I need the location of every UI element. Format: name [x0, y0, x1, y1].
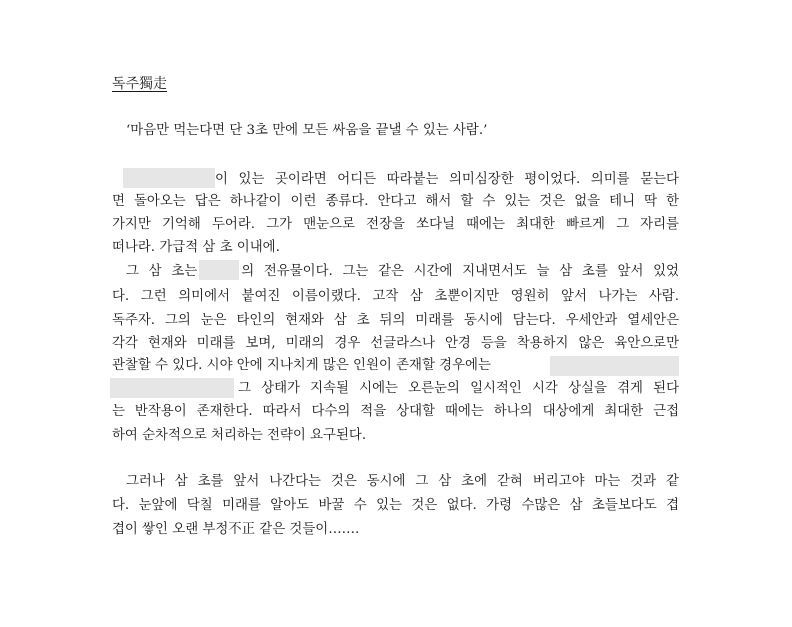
paragraph-2-line-6: 그 상태가 지속될 시에는 오른눈의 일시적인 시각 상실을 겪게 된다	[238, 381, 679, 396]
paragraph-2-line-4: 각각 현재와 미래를 보며, 미래의 경우 선글라스나 안경 등을 착용하지 않은 육안으로만	[112, 336, 679, 351]
paragraph-2-line-1-pre: 그 삼 초는	[126, 264, 198, 279]
paragraph-3-line-1: 그러나 삼 초를 앞서 나간다는 것은 동시에 그 삼 초에 갇혀 버리고야 마는 것과 같	[126, 474, 679, 489]
paragraph-1-line-1	[123, 168, 679, 190]
redacted-text	[550, 356, 679, 376]
opening-quote: ‘마음만 먹는다면 단 3초 만에 모든 싸움을 끝낼 수 있는 사람.’	[126, 123, 488, 138]
paragraph-2-line-1	[126, 260, 679, 282]
paragraph-2-line-8: 하여 순차적으로 처리하는 전략이 요구된다.	[112, 428, 367, 443]
paragraph-2-line-7: 는 반작용이 존재한다. 따라서 다수의 적을 상대할 때에는 하나의 대상에게 최대한 근접	[112, 404, 679, 419]
paragraph-2-line-1-post: 의 전유물이다. 그는 같은 시간에 지내면서도 늘 삼 초를 앞서 있었	[241, 264, 679, 279]
paragraph-3-line-2: 다. 눈앞에 닥칠 미래를 알아도 바꿀 수 있는 것은 없다. 가령 수많은 삼 초들보다도 겹	[112, 498, 679, 513]
paragraph-1-line-4: 떠나라. 가급적 삼 초 이내에.	[112, 240, 280, 255]
redacted-text	[110, 378, 234, 398]
paragraph-1-line-3: 가지만 기억해 두어라. 그가 맨눈으로 전장을 쏘다닐 때에는 최대한 빠르게 그 자리를	[112, 217, 679, 232]
paragraph-2-line-2: 다. 그런 의미에서 붙여진 이름이랬다. 고작 삼 초뿐이지만 영원히 앞서 나가는 사람.	[112, 289, 679, 304]
paragraph-1-line-1-text: 이 있는 곳이라면 어디든 따라붙는 의미심장한 평이었다. 의미를 묻는다	[215, 172, 679, 187]
paragraph-2-line-3: 독주자. 그의 눈은 타인의 현재와 삼 초 뒤의 미래를 동시에 담는다. 우세안과 열세안은	[112, 313, 679, 328]
redacted-name	[123, 168, 215, 188]
paragraph-3-line-3: 겹이 쌓인 오랜 부정不正 같은 것들이…….	[112, 522, 360, 537]
paragraph-1-line-2: 면 돌아오는 답은 하나같이 이런 종류다. 안다고 해서 할 수 있는 것은 없을 테니 딱 한	[112, 194, 679, 209]
redacted-name	[199, 260, 239, 280]
paragraph-2-line-5: 관찰할 수 있다. 시야 안에 지나치게 많은 인원이 존재할 경우에는	[112, 358, 491, 373]
document-title: 독주獨走	[112, 76, 168, 92]
